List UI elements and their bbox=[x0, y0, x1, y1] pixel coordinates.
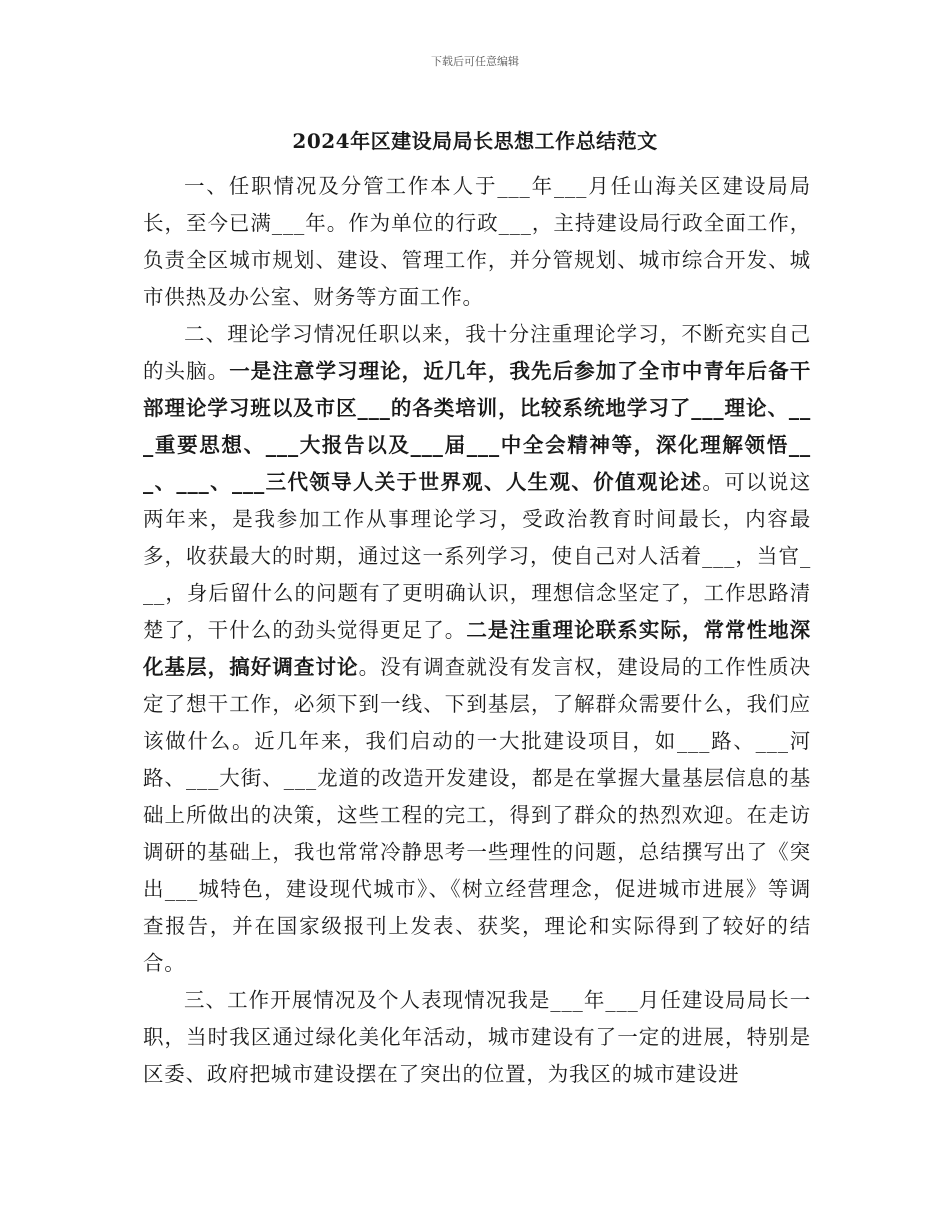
paragraph-text: 三、工作开展情况及个人表现情况我是___年___月任建设局局长一职，当时我区通过绿化美化年活动，城市建设有了一定的进展，特别是区委、政府把城市建设摆在了突出的位置，为我区的城市建设进 bbox=[143, 988, 811, 1086]
bold-emphasis-text: 二是注重理论联系实际，常常性地深化基层，搞好调查讨论 bbox=[143, 618, 811, 679]
paragraph-text: 。可以说这两年来，是我参加工作从事理论学习，受政治教育时间最长，内容最多，收获最大的时期，通过这一系列学习，使自己对人活着___，当官___，身后留什么的问题有了更明确认识，理想信念坚定了，工作思路清楚了，干什么的劲头觉得更足了。 bbox=[143, 470, 812, 642]
document-title: 2024年区建设局局长思想工作总结范文 bbox=[292, 129, 658, 153]
page-header-note: 下载后可任意编辑 bbox=[431, 55, 519, 68]
paragraph-text: 二、理论学习情况任职以来，我十分注重理论学习，不断充实自己的头脑。 bbox=[143, 322, 811, 383]
bold-emphasis-text: 一是注意学习理论，近几年，我先后参加了全市中青年后备干部理论学习班以及市区___的各类培训，比较系统地学习了___理论、___重要思想、___大报告以及___届___中全会精神等，深化理解领悟___、___、___三代领导人关于世界观、人生观、价值观论述 bbox=[143, 359, 811, 494]
document-body bbox=[143, 168, 811, 1093]
paragraph-work-performance bbox=[143, 982, 811, 1093]
paragraph-text: 一、任职情况及分管工作本人于___年___月任山海关区建设局局长，至今已满___年。作为单位的行政___，主持建设局行政全面工作，负责全区城市规划、建设、管理工作，并分管规划、城市综合开发、城市供热及办公室、财务等方面工作。 bbox=[143, 174, 811, 309]
paragraph-text: 。没有调查就没有发言权，建设局的工作性质决定了想干工作，必须下到一线、下到基层，了解群众需要什么，我们应该做什么。近几年来，我们启动的一大批建设项目，如___路、___河路、___大街、___龙道的改造开发建设，都是在掌握大量基层信息的基础上所做出的决策，这些工程的完工，得到了群众的热烈欢迎。在走访调研的基础上，我也常常冷静思考一些理性的问题，总结撰写出了《突出___城特色，建设现代城市》、《树立经营理念，促进城市进展》等调查报告，并在国家级报刊上发表、获奖，理论和实际得到了较好的结合。 bbox=[143, 655, 811, 975]
paragraph-appointment bbox=[143, 168, 811, 316]
paragraph-theory-study bbox=[143, 316, 811, 982]
